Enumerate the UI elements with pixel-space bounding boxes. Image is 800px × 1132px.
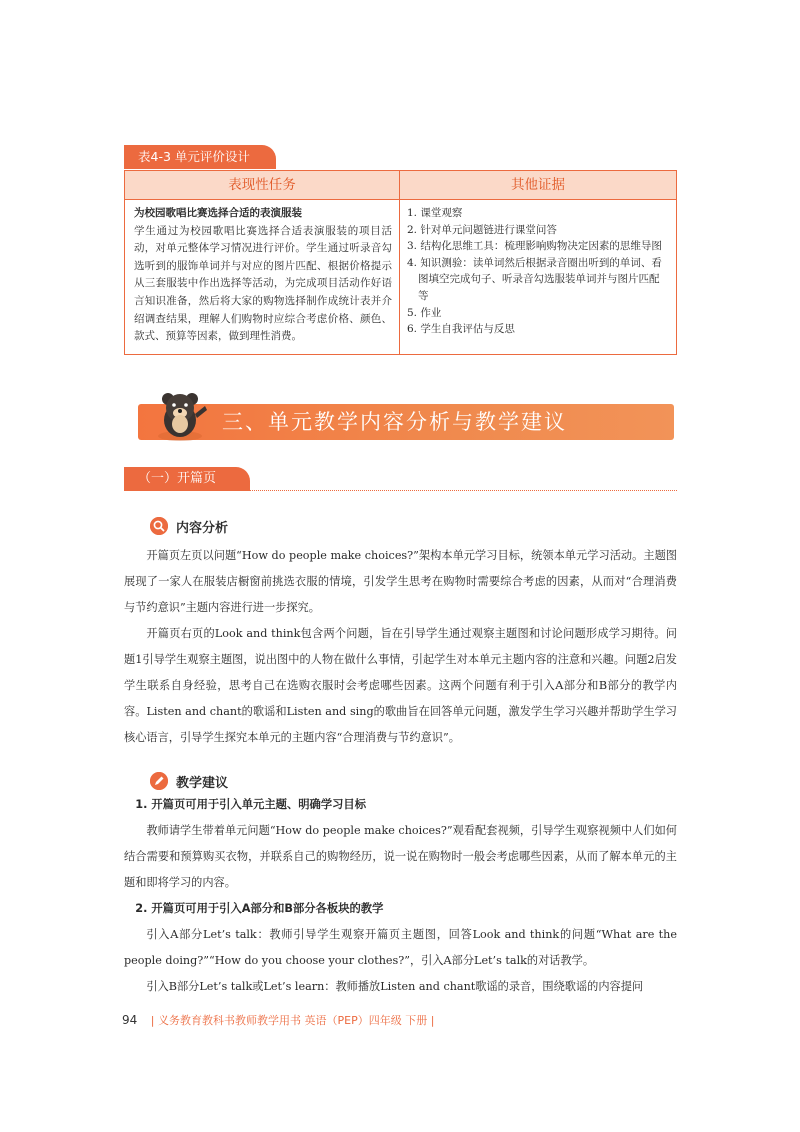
evaluation-table: [124, 170, 677, 355]
performance-task-title: 为校园歌唱比赛选择合适的表演服装: [134, 207, 302, 219]
evidence-item: 3. 结构化思维工具：梳理影响购物决定因素的思维导图: [407, 240, 662, 253]
section-title: 三、单元教学内容分析与教学建议: [222, 410, 567, 434]
suggestion-title: 2. 开篇页可用于引入A部分和B部分各板块的教学: [135, 902, 384, 915]
teaching-suggestions-body: [124, 792, 677, 1000]
content-analysis-body: [124, 543, 677, 751]
table-caption: 表4-3 单元评价设计: [124, 145, 276, 169]
table-header-performance-task: 表现性任务: [125, 171, 399, 199]
evidence-item: 1. 课堂观察: [407, 207, 463, 219]
suggestion-paragraph: 教师请学生带着单元问题“How do people make choices?”观看配套视频，引导学生观察视频中人们如何结合需要和预算购买衣物，并联系自己的购物经历，说一说在购物时一般会考虑哪些因素，从而了解本单元的主题和即将学习的内容。: [124, 824, 677, 889]
content-analysis-paragraph: 开篇页右页的Look and think包含两个问题，旨在引导学生通过观察主题图和讨论问题形成学习期待。问题1引导学生观察主题图，说出图中的人物在做什么事情，引起学生对本单元主题内容的注意和兴趣。问题2启发学生联系自身经验，思考自己在选购衣服时会考虑哪些因素。这两个问题有利于引入A部分和B部分的教学内容。Listen and chant的歌谣和Listen and sing的歌曲旨在回答单元问题，激发学生学习兴趣并帮助学生学习核心语言，引导学生探究本单元的主题内容“合理消费与节约意识”。: [124, 627, 677, 744]
performance-task-body: 学生通过为校园歌唱比赛选择合适表演服装的项目活动，对单元整体学习情况进行评价。学生通过听录音勾选听到的服饰单词并与对应的图片匹配、根据价格提示从三套服装中作出选择等活动，为完成项目活动作好语言知识准备，然后将大家的购物选择制作成统计表并介绍调查结果，理解人们购物时应综合考虑价格、颜色、款式、预算等因素，做到理性消费。: [134, 224, 392, 343]
table-header-other-evidence: 其他证据: [400, 171, 676, 199]
table-divider-horizontal: [125, 199, 676, 200]
performance-task-cell: [134, 205, 392, 346]
bear-mascot-icon: [150, 386, 210, 442]
suggestion-title: 1. 开篇页可用于引入单元主题、明确学习目标: [135, 798, 367, 811]
subsection-tab: （一）开篇页: [124, 467, 250, 491]
page-number: 94: [122, 1013, 138, 1027]
footer-book-title: | 义务教育教科书教师教学用书 英语（PEP）四年级 下册 |: [150, 1014, 435, 1027]
evidence-item: 4. 知识测验：读单词然后根据录音圈出听到的单词、看图填空完成句子、听录音勾选服装单词并与图片匹配等: [407, 256, 662, 302]
teaching-suggestions-heading: 教学建议: [176, 776, 229, 791]
page-footer: [122, 1012, 434, 1028]
evidence-item: 2. 针对单元问题链进行课堂问答: [407, 223, 557, 236]
pencil-icon: [150, 772, 168, 790]
suggestion-paragraph: 引入B部分Let’s talk或Let’s learn：教师播放Listen and chant歌谣的录音，围绕歌谣的内容提问: [146, 980, 644, 993]
other-evidence-list: [407, 205, 669, 338]
magnifier-icon: [150, 517, 168, 535]
content-analysis-heading: 内容分析: [176, 521, 229, 536]
evidence-item: 5. 作业: [407, 306, 442, 319]
evidence-item: 6. 学生自我评估与反思: [407, 323, 515, 336]
suggestion-paragraph: 引入A部分Let’s talk：教师引导学生观察开篇页主题图，回答Look and think的问题“What are the people doing?”“How do you choose your clothes?”，引入A部分Let’s talk的对话教学。: [124, 928, 677, 967]
subsection-divider: [250, 490, 677, 491]
content-analysis-paragraph: 开篇页左页以问题“How do people make choices?”架构本单元学习目标，统领本单元学习活动。主题图展现了一家人在服装店橱窗前挑选衣服的情境，引发学生思考在购物时需要综合考虑的因素，从而对“合理消费与节约意识”主题内容进行进一步探究。: [124, 549, 677, 614]
